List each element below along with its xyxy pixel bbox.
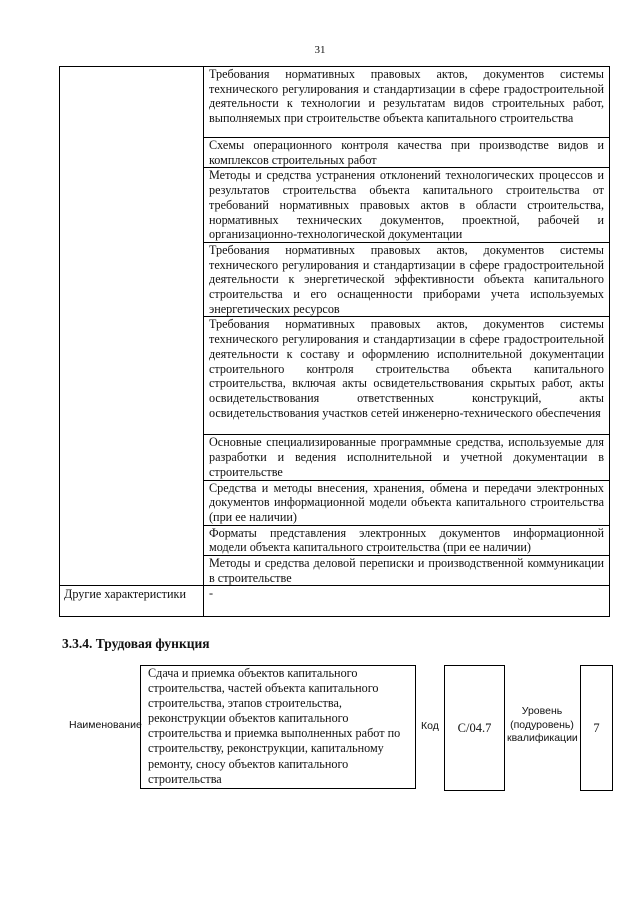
function-name-box: Сдача и приемка объектов капитального строительства, частей объекта капитального строительства, этапов строительства, реконструкции объектов капитального строительства и приемка выполненных работ по строительству, реконструкции, капитальному ремонту, сносу объектов капитального строительства bbox=[140, 665, 416, 789]
other-characteristics-value: - bbox=[204, 586, 610, 617]
knowledge-item: Требования нормативных правовых актов, документов системы технического регулирования и стандартизации в сфере градостроительной деятельности к составу и оформлению исполнительной документации строительного контроля строительства объекта капитального строительства, включая акты освидетельствования скрытых работ, акты освидетельствования ответственных конструкций, акты освидетельствования участков сетей инженерно-технического обеспечения bbox=[204, 317, 610, 435]
knowledge-item: Требования нормативных правовых актов, документов системы технического регулирования и стандартизации в сфере градостроительной деятельности к энергетической эффективности объекта капитального строительства и его оснащенности приборами учета используемых энергетических ресурсов bbox=[204, 242, 610, 317]
table-row bbox=[60, 67, 610, 138]
qualification-level-label: Уровень (подуровень) квалификации bbox=[507, 705, 578, 744]
knowledge-item: Форматы представления электронных документов информационной модели объекта капитального строительства (при ее наличии) bbox=[204, 525, 610, 555]
section-title: 3.3.4. Трудовая функция bbox=[62, 636, 210, 651]
knowledge-item: Схемы операционного контроля качества при производстве видов и комплексов строительных работ bbox=[204, 138, 610, 168]
knowledge-item: Основные специализированные программные средства, используемые для разработки и ведения исполнительной и учетной документации в строительстве bbox=[204, 435, 610, 480]
page-number: 31 bbox=[314, 44, 326, 56]
qualification-level-box: 7 bbox=[580, 665, 613, 791]
other-characteristics-label: Другие характеристики bbox=[60, 586, 204, 617]
code-value-box: С/04.7 bbox=[444, 665, 505, 791]
requirements-table bbox=[59, 66, 610, 617]
knowledge-item: Методы и средства деловой переписки и производственной коммуникации в строительстве bbox=[204, 556, 610, 586]
knowledge-item: Методы и средства устранения отклонений технологических процессов и результатов строительства объекта капитального строительства от требований нормативных правовых актов в области строительства, нормативных технических документов, проектной, рабочей и организационно-технологической документации bbox=[204, 168, 610, 243]
empty-label-cell bbox=[60, 67, 204, 586]
name-label: Наименование bbox=[69, 719, 142, 731]
knowledge-item: Средства и методы внесения, хранения, обмена и передачи электронных документов информационной модели объекта капитального строительства (при ее наличии) bbox=[204, 480, 610, 525]
table-row bbox=[60, 586, 610, 617]
code-label: Код bbox=[421, 720, 439, 732]
knowledge-item: Требования нормативных правовых актов, документов системы технического регулирования и стандартизации в сфере градостроительной деятельности к технологии и результатам видов строительных работ, выполняемых при строительстве объекта капитального строительства bbox=[204, 67, 610, 138]
